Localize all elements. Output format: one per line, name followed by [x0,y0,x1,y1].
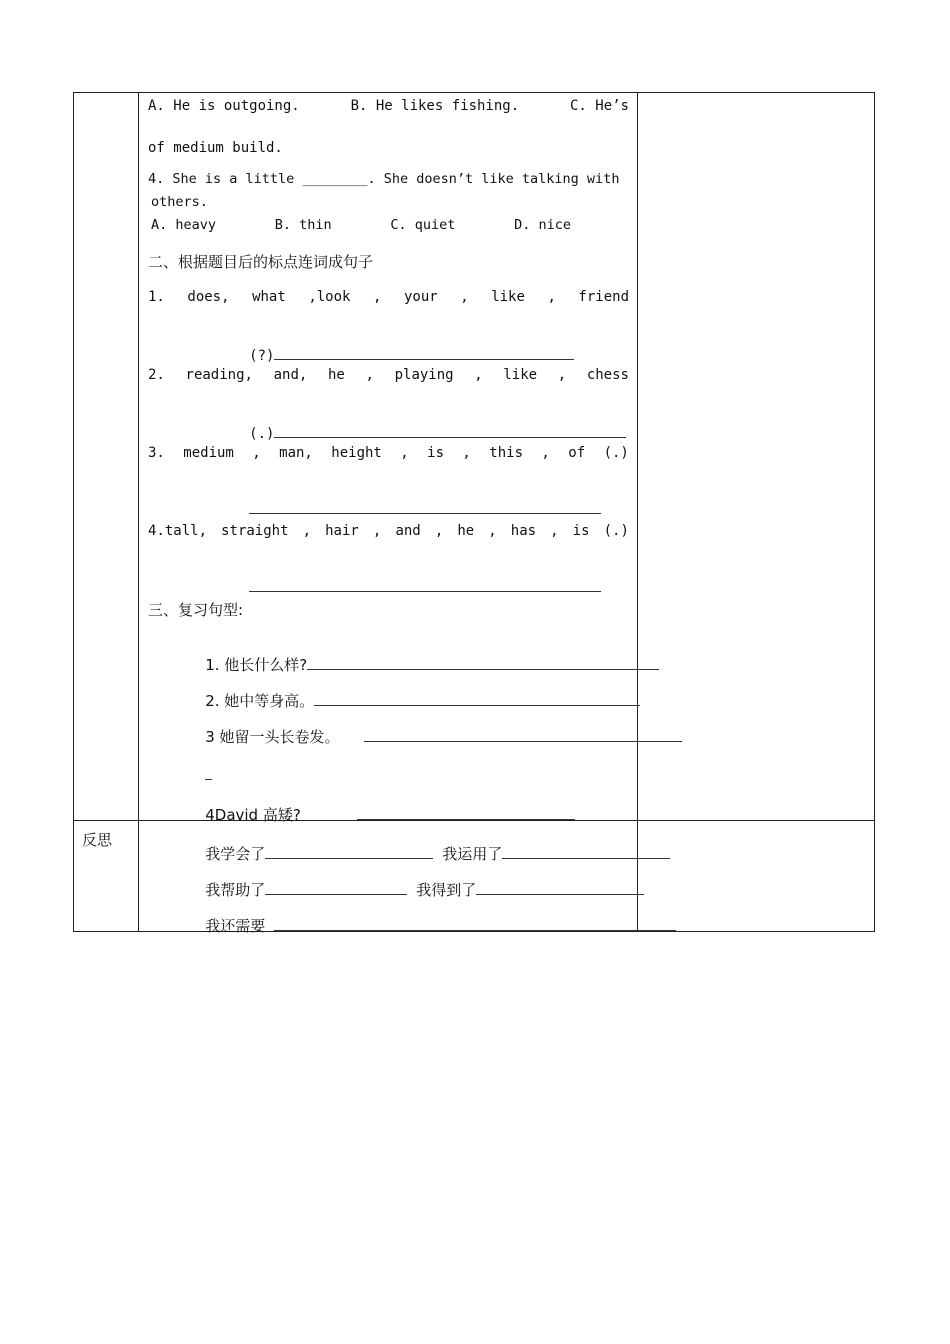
word-token: , [400,445,409,461]
got-blank[interactable] [476,880,644,895]
exercise-row [74,93,875,821]
q3-options-line [148,98,629,114]
word-token: playing [394,367,454,383]
reflection-cell [139,821,638,935]
word-token: 4.tall, [148,523,208,539]
word-token: , [547,289,556,305]
word-token: height [331,445,382,461]
need-label: 我还需要 [205,917,266,935]
option-b: B. He likes fishing. [350,98,520,114]
s2-item-2-words [148,367,629,383]
lesson-table [73,92,875,935]
word-token: , [557,367,567,383]
answer-blank[interactable] [314,691,640,706]
word-token: and [395,523,421,539]
word-token: , [365,367,374,383]
word-token: man, [279,445,313,461]
word-token: your [403,289,438,305]
applied-blank[interactable] [502,844,670,859]
section-3-title: 三、复习句型: [148,601,244,619]
learned-blank[interactable] [265,844,433,859]
word-token: straight [221,523,289,539]
answer-blank[interactable] [364,727,682,742]
word-token: friend [578,289,629,305]
s2-item-1-words [148,289,629,305]
word-token: is [427,445,444,461]
word-token: , [252,445,261,461]
word-token: medium [183,445,234,461]
word-token: does, [187,289,230,305]
word-token: , [434,523,444,539]
word-token: he [327,367,345,383]
got-label: 我得到了 [416,881,477,899]
word-token: (.) [603,523,629,539]
word-token: hair [325,523,359,539]
q4-stem-wrap: others. [151,194,208,210]
word-token: , [373,289,382,305]
word-token: ,look [308,289,351,305]
answer-blank[interactable] [307,655,659,670]
word-token: , [302,523,312,539]
word-token: of [568,445,586,461]
word-token: , [488,523,497,539]
word-token: , [550,523,559,539]
word-token: , [462,445,471,461]
q4-stem-end: . She doesn’t like talking with [367,171,620,187]
word-token: chess [586,367,629,383]
reflection-label: 反思 [82,831,113,849]
s2-item-1-tail: (?) [249,348,275,364]
reflection-line-3 [148,897,676,954]
s2-item-4-words [148,523,629,539]
word-token: has [510,523,537,539]
question-4 [148,171,619,187]
s3-item-3 [148,708,682,765]
word-token: , [372,523,382,539]
word-token: what [252,289,286,305]
answer-blank[interactable] [249,499,601,514]
answer-blank[interactable] [357,805,575,820]
word-token: , [474,367,483,383]
helped-label: 我帮助了 [205,881,266,899]
applied-label: 我运用了 [442,845,503,863]
q4-stem-start: 4. She is a little [148,171,295,187]
q4-option-b: B. thin [274,217,332,233]
section-2-title: 二、根据题目后的标点连词成句子 [148,253,374,271]
helped-blank[interactable] [265,880,407,895]
answer-blank[interactable] [274,423,626,438]
word-token: 3. [148,445,165,461]
learned-label: 我学会了 [205,845,266,863]
word-token: this [489,445,523,461]
q4-options [151,217,571,233]
word-token: and, [273,367,308,383]
s3-item-4-text: 4David 高矮? [205,806,301,824]
answer-blank-wrap[interactable] [205,765,212,780]
word-token: 2. [148,367,165,383]
s2-item-2-tail: (.) [249,426,275,442]
answer-blank[interactable] [274,345,574,360]
q4-option-c: C. quiet [390,217,456,233]
need-blank[interactable] [274,916,676,931]
s2-item-3-words [148,445,629,461]
word-token: like [503,367,538,383]
answer-blank[interactable] [249,577,601,592]
reflection-row [74,821,875,932]
option-a: A. He is outgoing. [148,98,300,114]
word-token: 1. [148,289,165,305]
word-token: (.) [603,445,629,461]
option-c-wrap: of medium build. [148,140,283,156]
word-token: is [572,523,590,539]
q4-option-a: A. heavy [151,217,217,233]
row-label-cell [74,93,139,821]
q4-blank: ________ [302,171,368,187]
option-c: C. He’s [569,98,629,114]
exercise-cell [139,93,638,824]
word-token: , [460,289,469,305]
word-token: reading, [185,367,253,383]
word-token: he [457,523,475,539]
s3-item-3-text: 3 她留一头长卷发。 [205,728,340,746]
word-token: like [491,289,525,305]
reflection-label-cell [74,821,139,932]
s3-item-1-text: 1. 他长什么样? [205,656,308,674]
q4-option-d: D. nice [514,217,571,233]
s3-item-2-text: 2. 她中等身高。 [205,692,315,710]
word-token: , [541,445,550,461]
